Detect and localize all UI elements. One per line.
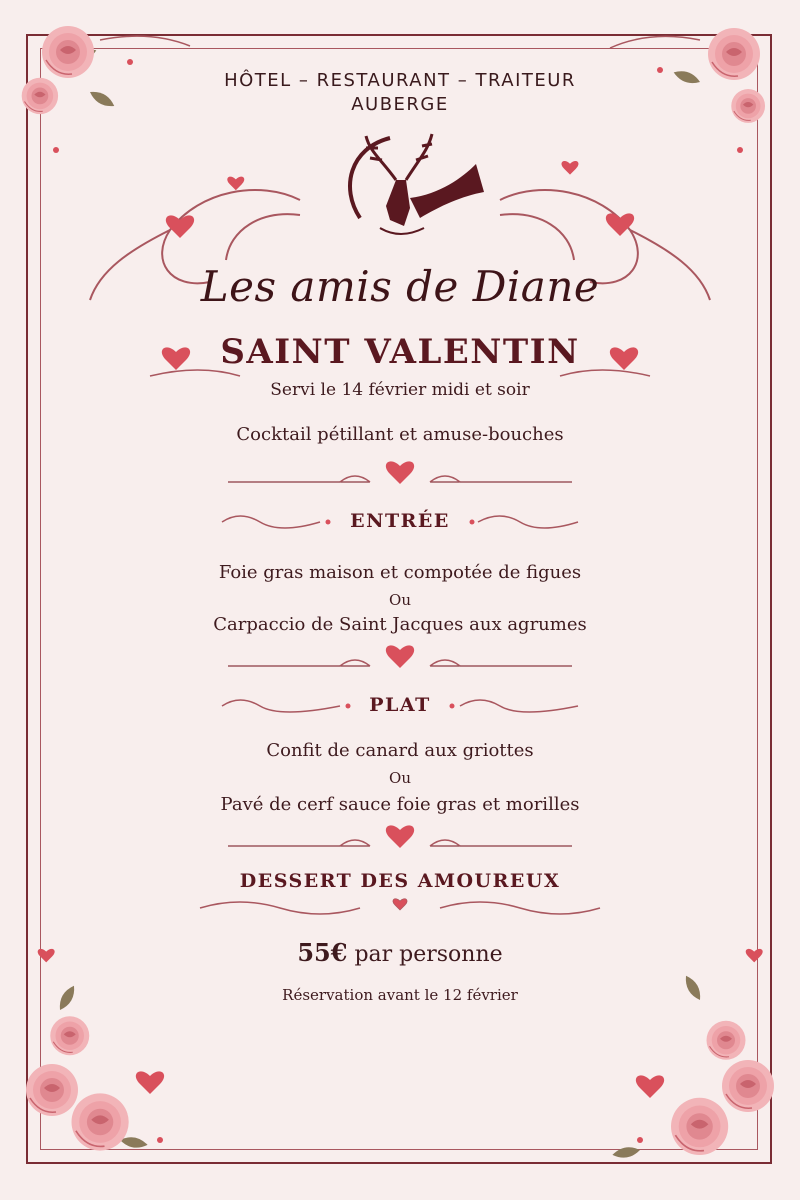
- divider-heart-1: [228, 461, 572, 484]
- brand-name: Les amis de Diane: [200, 262, 600, 311]
- aperitif-line: Cocktail pétillant et amuse-bouches: [236, 424, 564, 445]
- plat-option-2: Pavé de cerf sauce foie gras et morilles: [220, 794, 580, 815]
- event-subtitle: Servi le 14 février midi et soir: [270, 380, 530, 400]
- entree-option-2: Carpaccio de Saint Jacques aux agrumes: [213, 614, 587, 635]
- entree-separator: Ou: [389, 591, 411, 609]
- section-title-plat: PLAT: [369, 694, 431, 716]
- plat-option-1: Confit de canard aux griottes: [266, 740, 534, 761]
- plat-separator: Ou: [389, 769, 411, 787]
- heart-icon: [227, 177, 244, 191]
- heart-icon: [606, 213, 634, 236]
- reservation-note: Réservation avant le 12 février: [282, 986, 518, 1004]
- deer-and-horn-icon: [350, 134, 484, 234]
- entree-option-1: Foie gras maison et compotée de figues: [218, 562, 582, 583]
- price-line: [0, 938, 800, 967]
- rose-corner-bottom-right-icon: [612, 949, 774, 1160]
- event-title: SAINT VALENTIN: [220, 332, 580, 372]
- header-auberge: AUBERGE: [351, 94, 449, 115]
- dessert-flourish-icon: [200, 899, 600, 914]
- divider-heart-2: [228, 645, 572, 668]
- section-title-dessert: DESSERT DES AMOUREUX: [239, 870, 561, 892]
- heart-icon: [562, 161, 579, 175]
- divider-heart-3: [228, 825, 572, 848]
- section-title-entree: ENTRÉE: [350, 510, 450, 532]
- price-unit: par personne: [354, 942, 503, 967]
- header-services: HÔTEL – RESTAURANT – TRAITEUR: [224, 70, 576, 91]
- rose-corner-bottom-left-icon: [26, 949, 164, 1151]
- price-amount: 55€: [297, 938, 348, 967]
